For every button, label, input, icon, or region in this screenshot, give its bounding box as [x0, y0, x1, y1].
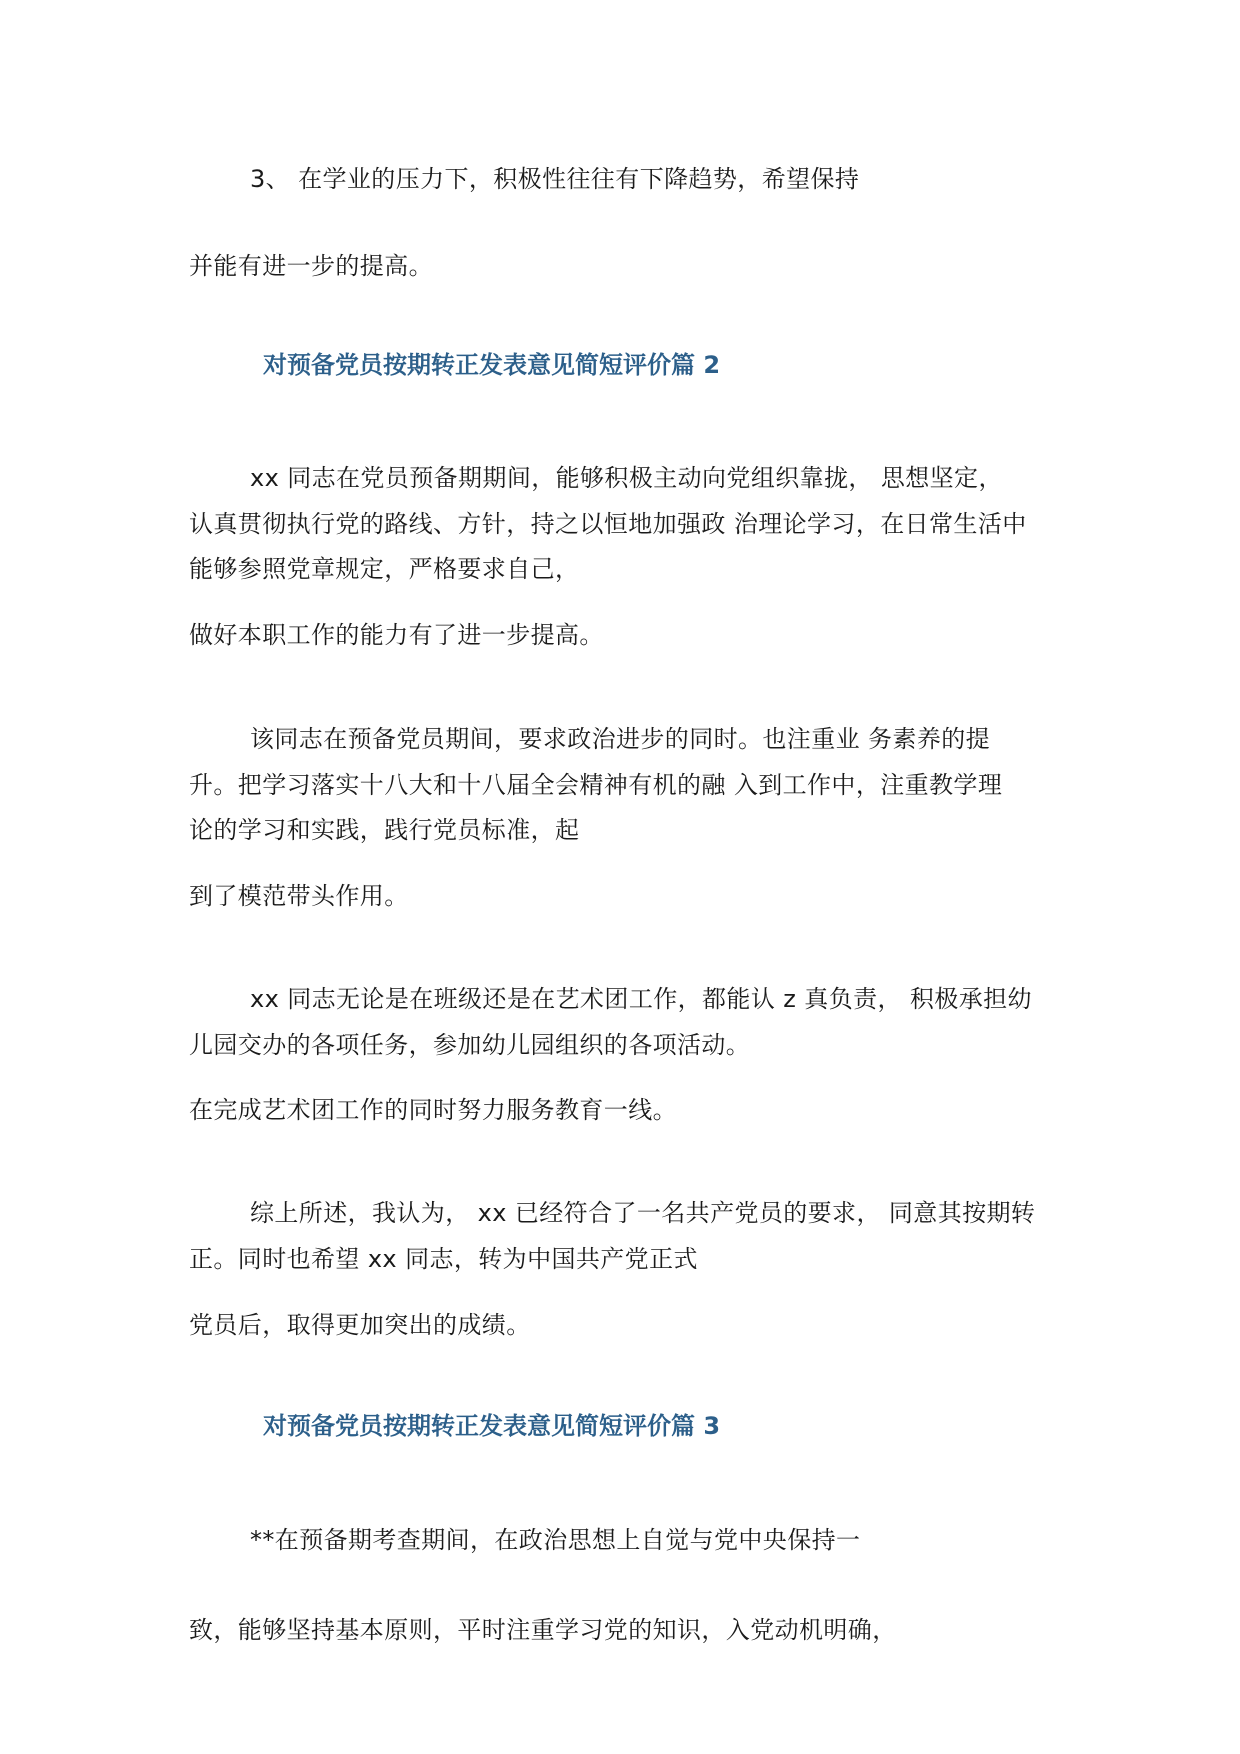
- paragraph-line: **在预备期考查期间，在政治思想上自觉与党中央保持一: [250, 1526, 861, 1554]
- paragraph-line: 并能有进一步的提高。: [189, 252, 433, 280]
- paragraph-line: 致，能够坚持基本原则，平时注重学习党的知识，入党动机明确，: [189, 1616, 897, 1644]
- article-heading-2: 对预备党员按期转正发表意见简短评价篇 2: [263, 351, 721, 379]
- paragraph-line: 儿园交办的各项任务，参加幼儿园组织的各项活动。: [189, 1031, 751, 1059]
- paragraph-line: xx 同志无论是在班级还是在艺术团工作，都能认 z 真负责， 积极承担幼: [250, 985, 1032, 1013]
- paragraph-line: 在完成艺术团工作的同时努力服务教育一线。: [189, 1096, 677, 1124]
- paragraph-line: 正。同时也希望 xx 同志，转为中国共产党正式: [189, 1245, 698, 1273]
- paragraph-line: xx 同志在党员预备期期间，能够积极主动向党组织靠拢， 思想坚定，: [250, 464, 1003, 492]
- paragraph-line: 到了模范带头作用。: [189, 882, 409, 910]
- paragraph-line: 3、 在学业的压力下，积极性往往有下降趋势，希望保持: [250, 165, 860, 193]
- paragraph-line: 该同志在预备党员期间，要求政治进步的同时。也注重业 务素养的提: [250, 725, 991, 753]
- paragraph-line: 升。把学习落实十八大和十八届全会精神有机的融 入到工作中，注重教学理: [189, 771, 1003, 799]
- paragraph-line: 认真贯彻执行党的路线、方针，持之以恒地加强政 治理论学习，在日常生活中: [189, 510, 1027, 538]
- paragraph-line: 做好本职工作的能力有了进一步提高。: [189, 621, 604, 649]
- paragraph-line: 党员后，取得更加突出的成绩。: [189, 1311, 531, 1339]
- paragraph-line: 综上所述，我认为， xx 已经符合了一名共产党员的要求， 同意其按期转: [250, 1199, 1036, 1227]
- paragraph-line: 能够参照党章规定，严格要求自己，: [189, 555, 580, 583]
- paragraph-line: 论的学习和实践，践行党员标准，起: [189, 816, 580, 844]
- article-heading-3: 对预备党员按期转正发表意见简短评价篇 3: [263, 1412, 721, 1440]
